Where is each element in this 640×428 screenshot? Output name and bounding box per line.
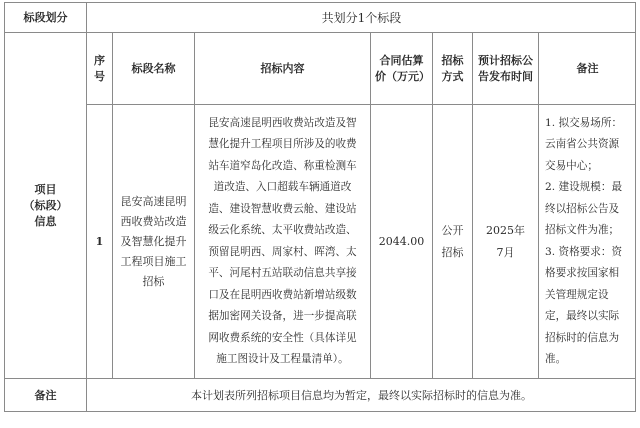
content-line: 平、河尾村五站联动信息共享接 bbox=[208, 267, 357, 279]
remark-line: 3. 资格要求：资 bbox=[545, 245, 623, 258]
section-label: 标段划分 bbox=[4, 2, 86, 32]
header-seq: 序号 bbox=[86, 32, 112, 104]
project-info-label bbox=[4, 32, 86, 378]
content-line: 预留昆明西、周家村、晖湾、太 bbox=[208, 245, 357, 258]
method-line: 公开 bbox=[441, 223, 464, 237]
bidding-plan-table bbox=[4, 2, 636, 412]
content-line: 施工图设计及工程量清单）。 bbox=[216, 353, 349, 365]
header-row bbox=[86, 32, 636, 104]
row-date bbox=[472, 104, 538, 378]
date-line: 2025年 bbox=[486, 223, 525, 237]
row-seq: 1 bbox=[86, 104, 112, 378]
project-info-label-line: 信息 bbox=[34, 214, 57, 228]
remark-line: 终以招标公告及 bbox=[545, 202, 620, 215]
row-name: 昆安高速昆明西收费站改造及智慧化提升工程项目施工招标 bbox=[112, 104, 194, 378]
remark-line: 格要求按国家相 bbox=[545, 267, 620, 279]
footer-row bbox=[4, 378, 636, 412]
section-row bbox=[4, 2, 636, 32]
content-line: 慧化提升工程项目所涉及的收费 bbox=[208, 138, 357, 150]
header-date: 预计招标公告发布时间 bbox=[472, 32, 538, 104]
date-line: 7月 bbox=[496, 245, 515, 259]
header-price: 合同估算价（万元） bbox=[370, 32, 432, 104]
row-method bbox=[432, 104, 472, 378]
remark-line: 招标文件为准； bbox=[545, 224, 620, 236]
remark-line: 2. 建设规模：最 bbox=[545, 181, 623, 193]
content-line: 昆安高速昆明西收费站改造及智 bbox=[208, 116, 357, 129]
remark-line: 招标时的信息为 bbox=[545, 331, 620, 344]
content-line: 据加密网关设备，进一步提高联 bbox=[208, 310, 357, 322]
content-line: 造、建设智慧收费云舱、建设站 bbox=[208, 202, 357, 215]
footer-label: 备注 bbox=[4, 378, 86, 412]
content-line: 级云化系统、太平收费站改造、 bbox=[208, 224, 357, 236]
row-price: 2044.00 bbox=[370, 104, 432, 378]
project-info-label-line: 项目 bbox=[34, 182, 57, 196]
remark-line: 交易中心； bbox=[545, 159, 598, 172]
row-content bbox=[194, 104, 370, 378]
remark-line: 1. 拟交易场所： bbox=[545, 116, 623, 129]
content-line: 口及在昆明西收费站新增站级数 bbox=[208, 288, 357, 301]
remark-line: 定，最终以实际 bbox=[545, 310, 620, 322]
remark-line: 准。 bbox=[545, 353, 567, 365]
method-line: 招标 bbox=[441, 245, 464, 259]
remark-line: 云南省公共资源 bbox=[545, 138, 620, 150]
remark-line: 关管理规定设 bbox=[545, 288, 609, 301]
header-content: 招标内容 bbox=[194, 32, 370, 104]
content-line: 站车道窄岛化改造、称重检测车 bbox=[208, 159, 357, 172]
content-line: 道改造、入口超载车辆通道改 bbox=[213, 181, 352, 193]
project-info-label-line: （标段） bbox=[23, 198, 68, 212]
content-line: 网收费系统的安全性（具体详见 bbox=[208, 331, 357, 344]
data-row bbox=[86, 104, 636, 378]
header-method: 招标方式 bbox=[432, 32, 472, 104]
header-name: 标段名称 bbox=[112, 32, 194, 104]
row-remark bbox=[538, 104, 636, 378]
section-value: 共划分1个标段 bbox=[86, 2, 636, 32]
header-remark: 备注 bbox=[538, 32, 636, 104]
footer-value: 本计划表所列招标项目信息均为暂定，最终以实际招标时的信息为准。 bbox=[86, 378, 636, 412]
